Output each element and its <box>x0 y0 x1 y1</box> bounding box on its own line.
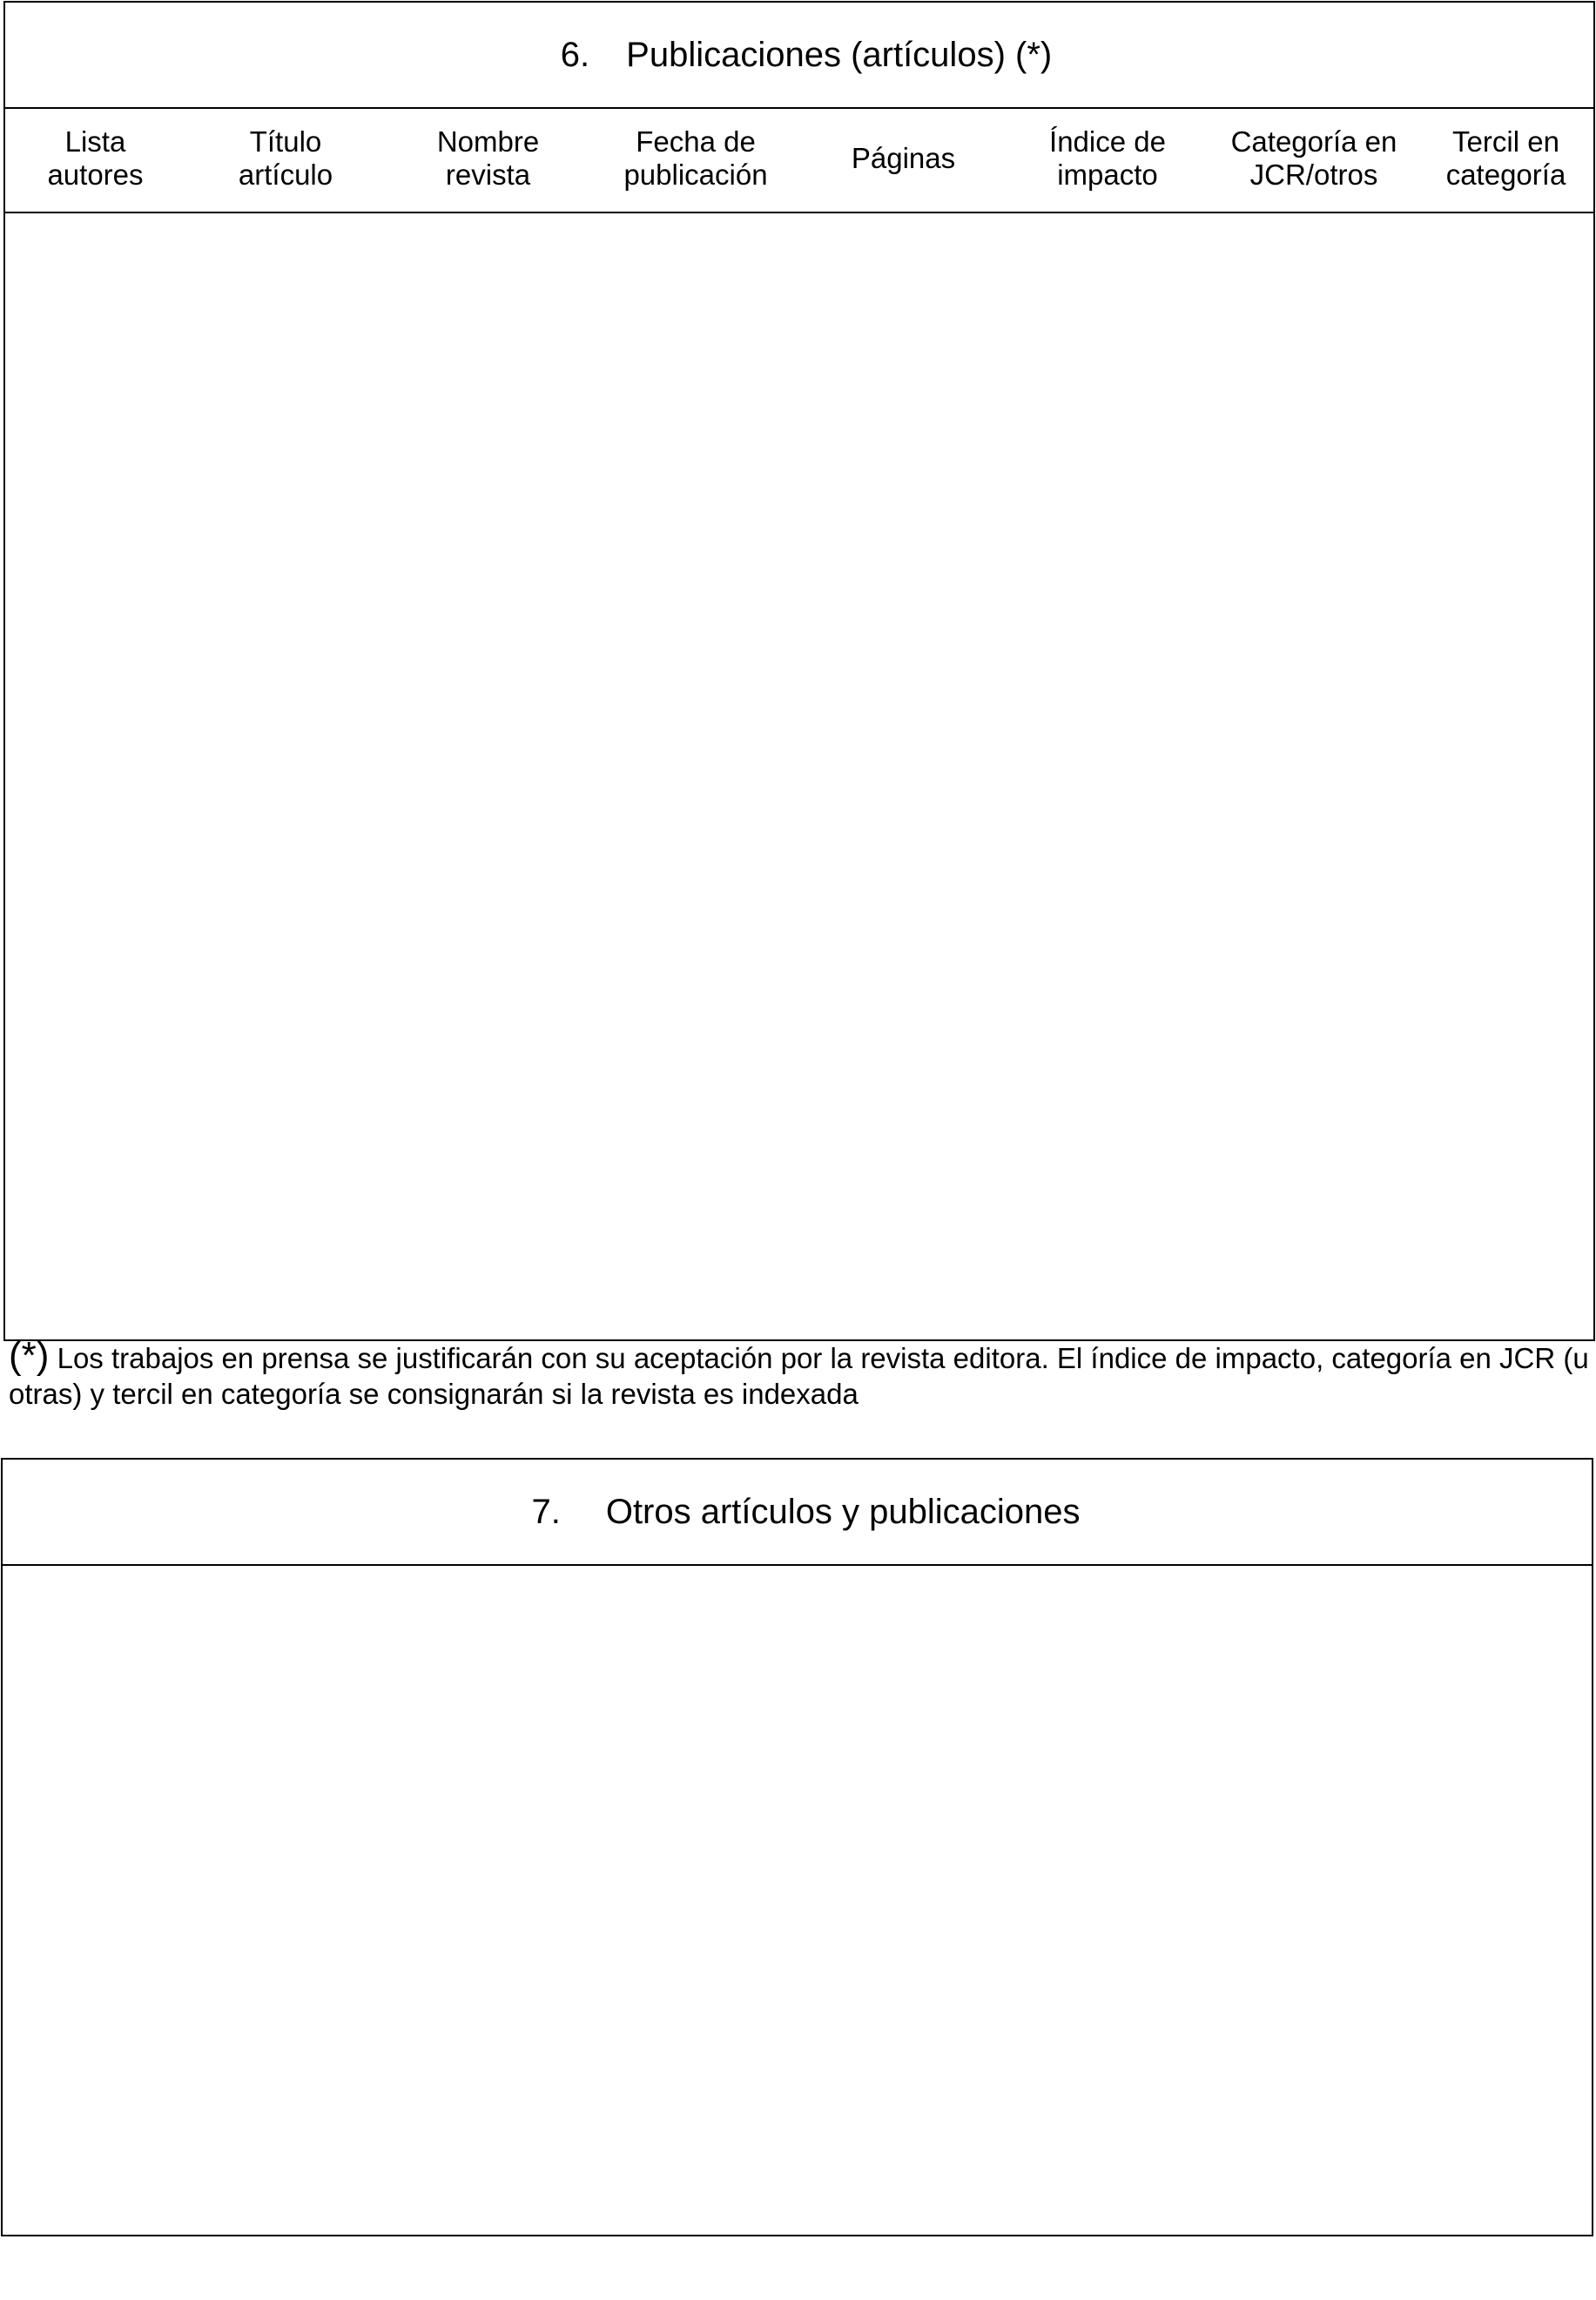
footnote-marker: (*) <box>9 1334 50 1377</box>
publications-entry-area[interactable] <box>5 213 1593 1339</box>
column-lista-autores: Lista autores <box>47 125 144 191</box>
column-fecha-publicacion: Fecha de publicación <box>623 125 768 191</box>
other-publications-entry-area[interactable] <box>3 1566 1592 2235</box>
section-7-number: 7. <box>531 1492 561 1531</box>
section-7-header <box>3 1460 1592 1566</box>
section-6-title: Publicaciones (artículos) (*) <box>626 35 1053 74</box>
section-6-number: 6. <box>560 35 590 74</box>
column-paginas: Páginas <box>851 142 956 174</box>
column-titulo-articulo: Título artículo <box>238 125 333 191</box>
publications-table <box>3 1 1595 1341</box>
column-categoria-jcr: Categoría en JCR/otros <box>1230 125 1397 191</box>
footnote-text: Los trabajos en prensa se justificarán con su aceptación por la revista editora. El índice de impacto, categoría en JCR (u otras) y tercil en categoría se consignarán si la revista es indexada <box>9 1342 1589 1410</box>
column-nombre-revista: Nombre revista <box>436 125 540 191</box>
other-publications-box <box>1 1458 1593 2236</box>
footnote <box>9 1334 1592 1412</box>
section-6-header <box>5 3 1593 109</box>
column-indice-impacto: Índice de impacto <box>1049 125 1166 191</box>
column-header-row <box>5 107 1593 213</box>
section-7-title: Otros artículos y publicaciones <box>605 1492 1081 1531</box>
column-tercil-categoria: Tercil en categoría <box>1445 125 1566 191</box>
